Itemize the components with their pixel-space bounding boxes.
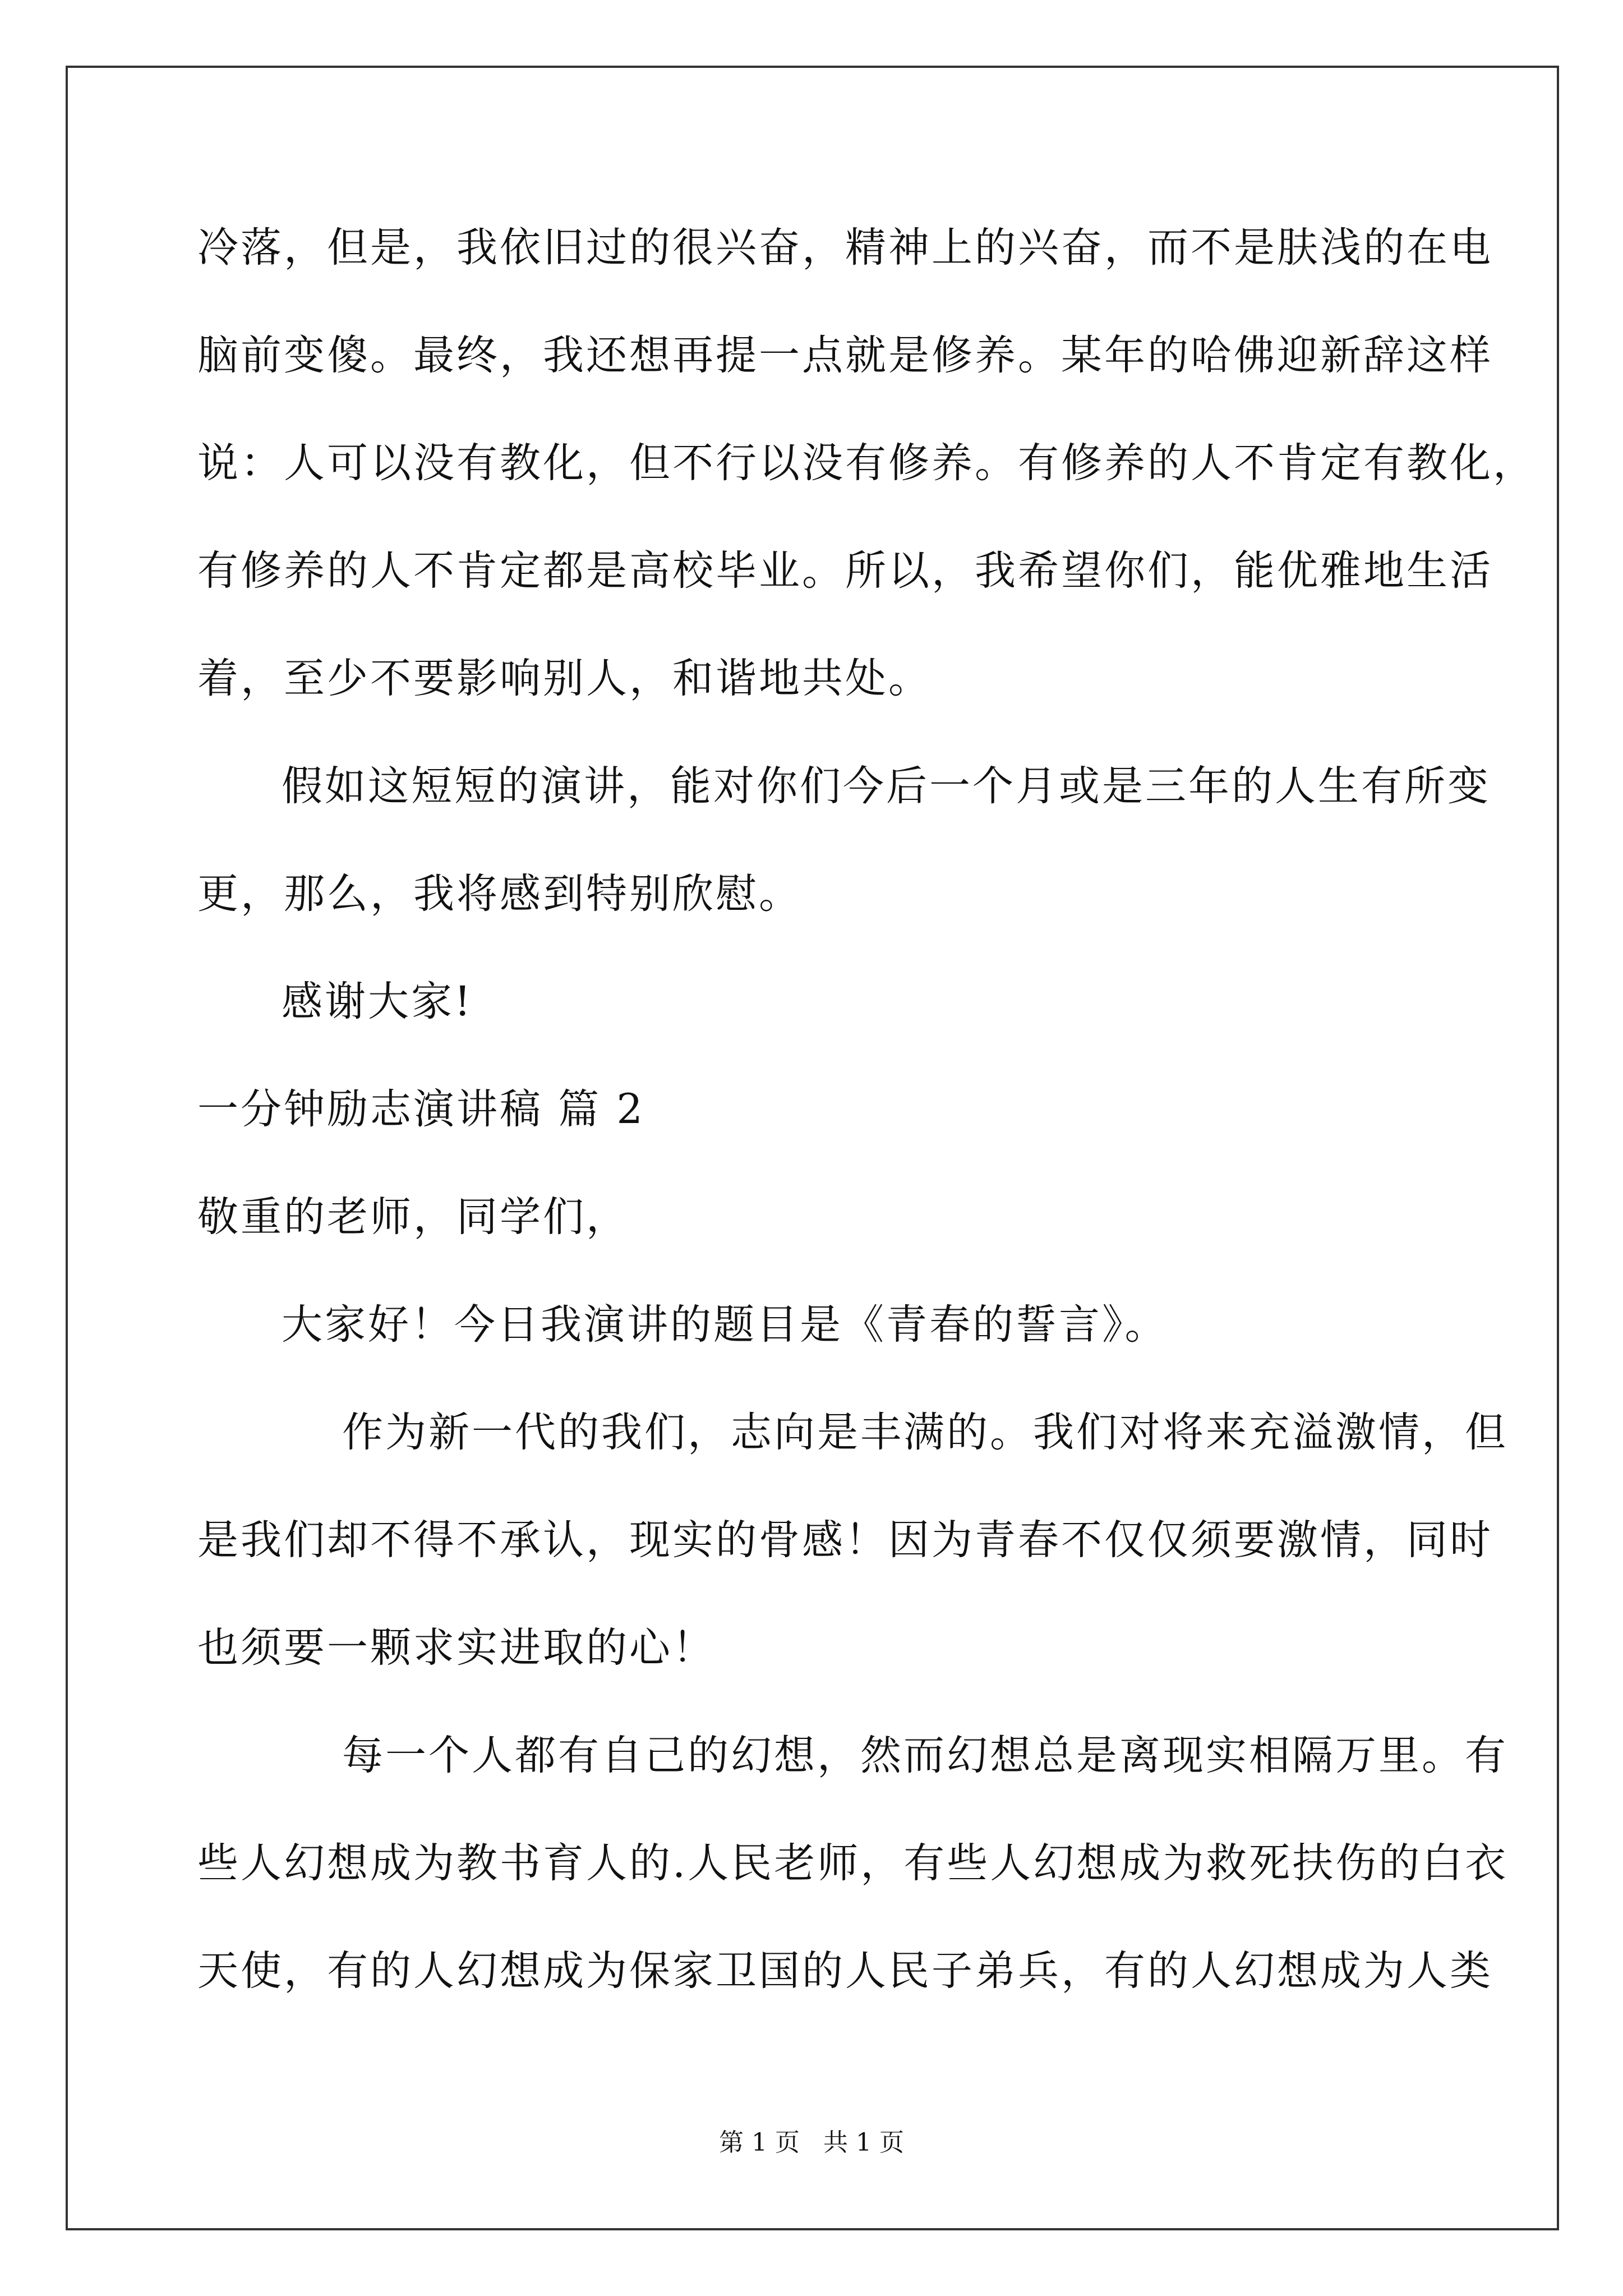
- text-line: 着，至少不要影响别人，和谐地共处。: [197, 655, 932, 702]
- text-line: 有修养的人不肯定都是高校毕业。所以，我希望你们，能优雅地生活: [197, 547, 1493, 595]
- text-line: 些人幻想成为教书育人的.人民老师，有些人幻想成为救死扶伤的白衣: [197, 1839, 1509, 1887]
- text-line: 冷落，但是，我依旧过的很兴奋，精神上的兴奋，而不是肤浅的在电: [197, 224, 1493, 272]
- paragraph-start: 大家好！今日我演讲的题目是《青春的誓言》。: [282, 1301, 1168, 1349]
- paragraph-start: 假如这短短的演讲，能对你们今后一个月或是三年的人生有所变: [282, 762, 1491, 810]
- text-line: 更，那么，我将感到特别欣慰。: [197, 870, 802, 918]
- page-border: [66, 66, 1559, 2230]
- page-footer: [0, 2126, 1623, 2160]
- text-line: 天使，有的人幻想成为保家卫国的人民子弟兵，有的人幻想成为人类: [197, 1947, 1493, 1995]
- text-line: 脑前变傻。最终，我还想再提一点就是修养。某年的哈佛迎新辞这样: [197, 332, 1493, 379]
- text-line: 说：人可以没有教化，但不行以没有修养。有修养的人不肯定有教化，: [197, 439, 1536, 487]
- salutation: 敬重的老师，同学们，: [197, 1193, 629, 1241]
- text-line: 也须要一颗求实进取的心！: [197, 1624, 716, 1672]
- section-heading: 一分钟励志演讲稿 篇 2: [197, 1085, 645, 1133]
- paragraph-start: 作为新一代的我们，志向是丰满的。我们对将来充溢激情，但: [342, 1409, 1508, 1456]
- paragraph-start: 每一个人都有自己的幻想，然而幻想总是离现实相隔万里。有: [342, 1732, 1508, 1779]
- text-line: 是我们却不得不承认，现实的骨感！因为青春不仅仅须要激情，同时: [197, 1516, 1493, 1564]
- closing-line: 感谢大家!: [282, 978, 473, 1025]
- page-total: 共 1 页: [823, 2128, 904, 2157]
- page-number: 第 1 页: [719, 2128, 800, 2157]
